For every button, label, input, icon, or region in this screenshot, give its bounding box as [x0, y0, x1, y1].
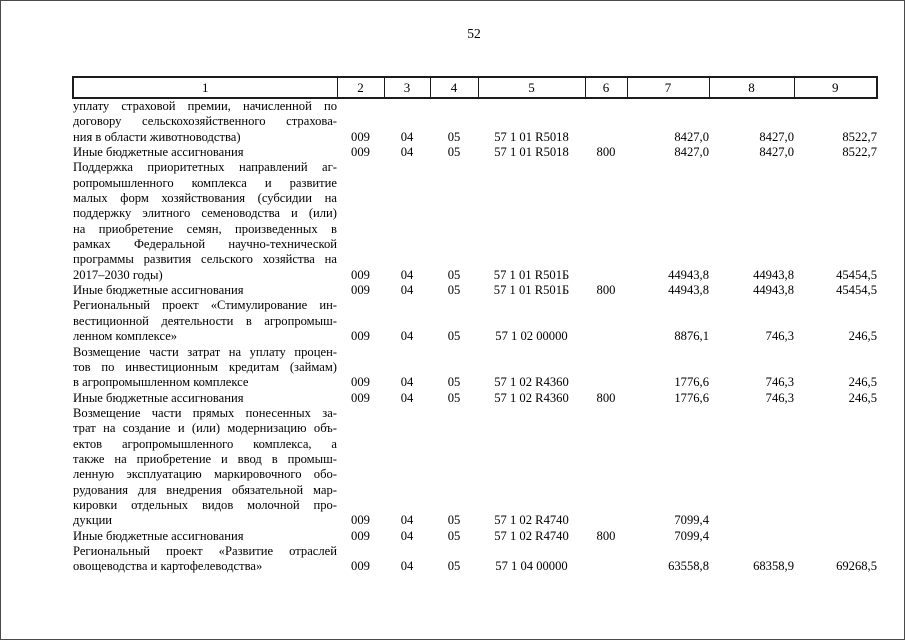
row-cell-col4: 05	[447, 528, 461, 543]
row-cell-col9	[794, 529, 877, 544]
row-cell-col6: 800	[596, 528, 616, 543]
column-header-5: 5	[478, 77, 585, 98]
row-name-cell	[73, 406, 337, 529]
row-cell-col2: 009	[351, 513, 370, 528]
row-cell-col5: 57 1 02 R4360	[494, 375, 569, 390]
row-cell-col4: 05	[447, 129, 461, 144]
row-name-line: ленную эксплуатацию маркировочного обо-	[73, 467, 337, 482]
row-cell-col7: 7099,4	[674, 513, 709, 528]
row-cell-col8: 68358,9	[753, 559, 794, 574]
table-row	[73, 391, 877, 406]
row-name-cell	[73, 98, 337, 145]
row-cell-col2: 009	[351, 375, 370, 390]
row-cell-col3: 04	[400, 375, 414, 390]
row-name-line: также на приобретение и ввод в промыш-	[73, 451, 337, 466]
table-header	[73, 77, 877, 98]
row-name-line: Иные бюджетные ассигнования	[73, 528, 244, 543]
row-cell-col8: 746,3	[765, 375, 794, 390]
row-cell-col4: 05	[447, 375, 461, 390]
row-name-line: рамках Федеральной научно-технической	[73, 237, 337, 252]
column-header-1: 1	[73, 77, 337, 98]
row-cell-col9	[794, 406, 877, 529]
row-cell-col9: 69268,5	[836, 559, 877, 574]
row-name-line: поддержку элитного семеноводства и (или)	[73, 206, 337, 221]
row-cell-col4: 05	[447, 283, 461, 298]
row-cell-col5: 57 1 01 R5018	[494, 129, 569, 144]
row-name-line: ектов агропромышленного комплекса, а	[73, 436, 337, 451]
row-cell-col7: 1776,6	[674, 375, 709, 390]
row-name-line: тов по инвестиционным кредитам (займам)	[73, 359, 337, 374]
row-name-cell	[73, 160, 337, 283]
table-row	[73, 98, 877, 145]
row-cell-col5: 57 1 02 R4740	[494, 528, 569, 543]
row-cell-col3: 04	[400, 129, 414, 144]
table-row	[73, 406, 877, 529]
row-cell-col8: 44943,8	[753, 283, 794, 298]
row-cell-col7: 63558,8	[668, 559, 709, 574]
row-name-line: дукции	[73, 513, 113, 528]
row-name-cell	[73, 391, 337, 406]
row-cell-col3: 04	[400, 390, 414, 405]
row-cell-col3: 04	[400, 145, 414, 160]
row-cell-col9: 45454,5	[836, 267, 877, 282]
row-cell-col6	[585, 345, 627, 391]
row-name-line: 2017–2030 годы)	[73, 267, 163, 282]
row-name-line: вестиционной деятельности в агропромыш-	[73, 313, 337, 328]
table-header-row	[73, 77, 877, 98]
row-cell-col4: 05	[447, 513, 461, 528]
row-name-line: кировки отдельных видов молочной про-	[73, 497, 337, 512]
row-cell-col4: 05	[447, 267, 461, 282]
row-cell-col6: 800	[596, 283, 616, 298]
column-header-6: 6	[585, 77, 627, 98]
table-row	[73, 529, 877, 544]
row-cell-col6	[585, 98, 627, 145]
row-name-line: договору сельскохозяйственного страхова-	[73, 114, 337, 129]
row-name-line: Региональный проект «Развитие отраслей	[73, 543, 337, 558]
row-cell-col5: 57 1 01 R501Б	[493, 283, 570, 298]
row-name-line: Иные бюджетные ассигнования	[73, 283, 244, 298]
table-row	[73, 544, 877, 575]
column-header-3: 3	[384, 77, 430, 98]
budget-table	[72, 76, 878, 575]
row-cell-col3: 04	[400, 528, 414, 543]
row-cell-col7: 8876,1	[674, 329, 709, 344]
row-cell-col7: 8427,0	[674, 145, 709, 160]
row-cell-col3: 04	[400, 513, 414, 528]
row-name-line: овощеводства и картофелеводства»	[73, 559, 263, 574]
row-cell-col8	[709, 529, 794, 544]
row-name-line: Возмещение части затрат на уплату процен-	[73, 344, 337, 359]
row-name-line: малых форм хозяйствования (субсидии на	[73, 191, 337, 206]
row-cell-col4: 05	[447, 145, 461, 160]
table-row	[73, 145, 877, 160]
row-cell-col7: 44943,8	[668, 283, 709, 298]
row-cell-col2: 009	[351, 267, 370, 282]
row-name-line: программы развития сельского хозяйства на	[73, 252, 337, 267]
row-cell-col5: 57 1 02 R4740	[494, 513, 569, 528]
row-name-line: на приобретение семян, произведенных в	[73, 221, 337, 236]
row-cell-col9: 246,5	[848, 390, 877, 405]
row-cell-col4: 05	[447, 559, 461, 574]
row-cell-col9: 246,5	[848, 375, 877, 390]
row-name-line: ропромышленного комплекса и развитие	[73, 175, 337, 190]
row-name-line: Иные бюджетные ассигнования	[73, 390, 244, 405]
row-cell-col7: 44943,8	[668, 267, 709, 282]
row-cell-col6	[585, 406, 627, 529]
row-cell-col2: 009	[351, 145, 370, 160]
row-cell-col5: 57 1 01 R501Б	[493, 267, 570, 282]
row-cell-col3: 04	[400, 559, 414, 574]
table-body	[73, 98, 877, 575]
row-cell-col3: 04	[400, 329, 414, 344]
row-cell-col6: 800	[596, 145, 616, 160]
row-name-line: Поддержка приоритетных направлений аг-	[73, 160, 337, 175]
row-cell-col2: 009	[351, 528, 370, 543]
row-cell-col8	[709, 406, 794, 529]
row-cell-col4: 05	[447, 329, 461, 344]
row-cell-col6	[585, 298, 627, 344]
row-name-line: в агропромышленном комплексе	[73, 375, 249, 390]
row-cell-col5: 57 1 02 00000	[495, 329, 568, 344]
column-header-7: 7	[627, 77, 709, 98]
page-number: 52	[467, 26, 481, 41]
row-cell-col8: 44943,8	[753, 267, 794, 282]
row-cell-col8: 746,3	[765, 390, 794, 405]
table-row	[73, 160, 877, 283]
row-cell-col6: 800	[596, 390, 616, 405]
row-cell-col5: 57 1 04 00000	[495, 559, 568, 574]
row-cell-col7: 7099,4	[674, 528, 709, 543]
row-cell-col7: 8427,0	[674, 129, 709, 144]
row-cell-col5: 57 1 01 R5018	[494, 145, 569, 160]
row-name-line: рудования для внедрения обязательной мар-	[73, 482, 337, 497]
table-row	[73, 283, 877, 298]
row-cell-col9: 246,5	[848, 329, 877, 344]
row-cell-col5: 57 1 02 R4360	[494, 390, 569, 405]
row-cell-col4: 05	[447, 390, 461, 405]
row-name-cell	[73, 145, 337, 160]
row-cell-col6	[585, 544, 627, 575]
row-cell-col2: 009	[351, 283, 370, 298]
row-cell-col9: 8522,7	[842, 145, 877, 160]
row-name-line: Региональный проект «Стимулирование ин-	[73, 298, 337, 313]
row-name-cell	[73, 544, 337, 575]
row-cell-col8: 746,3	[765, 329, 794, 344]
row-cell-col7: 1776,6	[674, 390, 709, 405]
row-cell-col2: 009	[351, 559, 370, 574]
row-name-line: трат на создание и (или) модернизацию объ-	[73, 421, 337, 436]
row-name-line: уплату страховой премии, начисленной по	[73, 99, 337, 113]
row-cell-col2: 009	[351, 329, 370, 344]
row-name-cell	[73, 298, 337, 344]
row-cell-col2: 009	[351, 390, 370, 405]
row-name-line: Иные бюджетные ассигнования	[73, 145, 244, 160]
column-header-4: 4	[430, 77, 478, 98]
column-header-8: 8	[709, 77, 794, 98]
row-name-cell	[73, 345, 337, 391]
row-cell-col3: 04	[400, 283, 414, 298]
row-cell-col8: 8427,0	[759, 129, 794, 144]
table-row	[73, 345, 877, 391]
row-name-line: ленном комплексе»	[73, 329, 178, 344]
row-cell-col3: 04	[400, 267, 414, 282]
row-cell-col6	[585, 160, 627, 283]
row-cell-col9: 45454,5	[836, 283, 877, 298]
table-row	[73, 298, 877, 344]
row-cell-col2: 009	[351, 129, 370, 144]
row-cell-col8: 8427,0	[759, 145, 794, 160]
row-name-line: Возмещение части прямых понесенных за-	[73, 405, 337, 420]
row-name-line: ния в области животноводства)	[73, 129, 241, 144]
row-name-cell	[73, 283, 337, 298]
row-name-cell	[73, 529, 337, 544]
row-cell-col9: 8522,7	[842, 129, 877, 144]
column-header-9: 9	[794, 77, 877, 98]
column-header-2: 2	[337, 77, 384, 98]
